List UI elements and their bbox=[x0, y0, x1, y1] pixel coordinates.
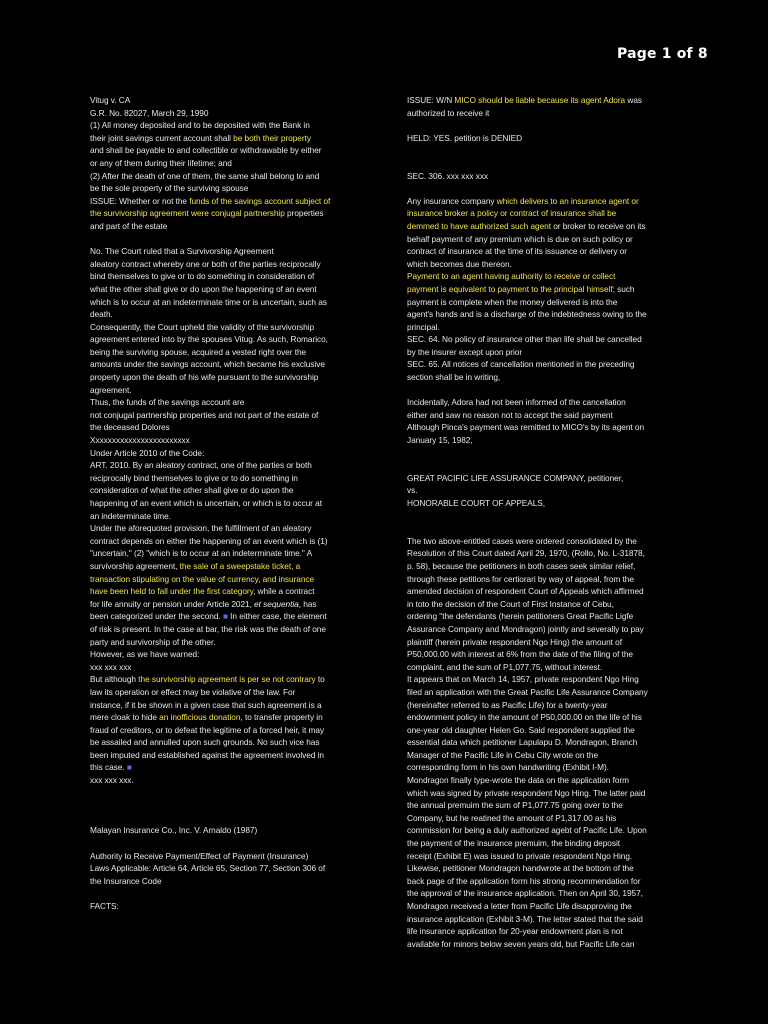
text-line bbox=[407, 170, 679, 183]
text-segment: reciprocally bind themselves to give or to do something in bbox=[90, 472, 298, 483]
blank-line bbox=[90, 233, 358, 246]
text-line bbox=[407, 761, 679, 774]
text-segment: being the surviving spouse, acquired a vested right over the bbox=[90, 346, 307, 357]
text-line bbox=[407, 724, 679, 737]
text-line bbox=[90, 144, 358, 157]
highlighted-text: an inofficious donation, bbox=[159, 712, 243, 723]
highlighted-text: transaction stipulating on the value of currency, and insurance bbox=[90, 573, 315, 584]
text-line bbox=[90, 358, 358, 371]
text-segment: properties bbox=[284, 208, 324, 219]
text-line bbox=[407, 258, 679, 271]
text-line bbox=[90, 94, 358, 107]
text-line bbox=[407, 875, 679, 888]
text-segment: ISSUE: W/N bbox=[407, 95, 455, 105]
text-segment: or broker to receive on its bbox=[550, 220, 646, 231]
text-line bbox=[90, 535, 358, 548]
text-line bbox=[90, 699, 358, 712]
highlighted-text: funds of the savings account subject of bbox=[189, 195, 331, 206]
text-segment: (2) After the death of one of them, the same shall belong to and bbox=[90, 170, 320, 181]
blank-line bbox=[90, 887, 358, 900]
text-line bbox=[90, 472, 358, 485]
text-segment: the approval of the insurance application. Then on April 30, 1957, bbox=[407, 888, 643, 899]
text-line bbox=[407, 270, 679, 283]
text-segment: Thus, the funds of the savings account are bbox=[90, 397, 245, 408]
text-line bbox=[90, 547, 358, 560]
text-segment: been categorized under the second. bbox=[90, 611, 223, 622]
text-segment: No. The Court ruled that a Survivorship Agreement bbox=[90, 246, 274, 257]
text-segment: Incidentally, Adora had not been informed of the cancellation bbox=[407, 397, 626, 408]
text-line bbox=[407, 623, 679, 636]
text-segment: party and survivorship of the other. bbox=[90, 636, 216, 647]
text-line bbox=[90, 824, 358, 837]
text-line bbox=[90, 736, 358, 749]
text-line bbox=[407, 736, 679, 749]
text-segment: complaint, and the sum of P1,077.75, without interest. bbox=[407, 661, 603, 672]
text-line bbox=[407, 573, 679, 586]
text-segment: Any insurance company bbox=[407, 195, 497, 206]
text-line bbox=[90, 207, 358, 220]
text-segment: corresponding form in his own handwriting (Exhibit I-M). bbox=[407, 762, 609, 773]
text-segment: Under the aforequoted provision, the fulfillment of an aleatory bbox=[90, 523, 312, 534]
footnote-marker: ■ bbox=[126, 762, 132, 773]
text-segment: Consequently, the Court upheld the validity of the survivorship bbox=[90, 321, 315, 332]
text-segment: the payment of the insurance premuim, the binding deposit bbox=[407, 838, 620, 849]
highlighted-text: which delivers to an insurance agent or bbox=[496, 195, 639, 206]
text-line bbox=[407, 900, 679, 913]
text-line bbox=[407, 132, 679, 145]
text-segment: HELD: YES. petition is DENIED bbox=[407, 132, 523, 143]
text-line bbox=[90, 170, 358, 183]
text-line bbox=[407, 283, 679, 296]
text-segment: survivorship agreement, bbox=[90, 560, 180, 571]
text-line bbox=[90, 484, 358, 497]
text-line bbox=[90, 623, 358, 636]
text-segment: the Insurance Code bbox=[90, 875, 162, 886]
blank-line bbox=[407, 157, 679, 170]
text-segment: , has bbox=[298, 598, 317, 609]
blank-line bbox=[407, 510, 679, 523]
footnote-marker: ■ bbox=[222, 611, 228, 622]
text-segment: HONORABLE COURT OF APPEALS, bbox=[407, 498, 546, 508]
text-segment: SEC. 64. No policy of insurance other than life shall be cancelled bbox=[407, 334, 642, 345]
highlighted-text: demmed to have authorized such agent bbox=[407, 220, 551, 231]
text-line bbox=[90, 321, 358, 334]
text-line bbox=[90, 636, 358, 649]
text-segment: SEC. 65. All notices of cancellation mentioned in the preceding bbox=[407, 359, 635, 370]
text-segment: p. 58), because the petitioners in both cases seek similar relief, bbox=[407, 560, 636, 571]
text-segment: insurance application (Exhibit 3-M). The letter stated that the said bbox=[407, 913, 643, 924]
highlighted-text: the survivorship agreement were conjugal partnership bbox=[90, 208, 285, 219]
left-text-column bbox=[90, 94, 358, 913]
text-segment: for life annuity or pension under Article 2021, bbox=[90, 598, 255, 609]
blank-line bbox=[407, 144, 679, 157]
text-segment: However, as we have warned: bbox=[90, 649, 200, 660]
text-segment: this case. bbox=[90, 762, 127, 773]
text-line bbox=[90, 850, 358, 863]
text-segment: Resolution of this Court dated April 29, 1970, (Rollo, No. L-31878, bbox=[407, 548, 645, 559]
text-segment: principal. bbox=[407, 321, 440, 332]
text-segment: ISSUE: Whether or not the bbox=[90, 195, 190, 206]
text-line bbox=[90, 900, 358, 913]
text-line bbox=[90, 585, 358, 598]
text-line bbox=[407, 850, 679, 863]
text-line bbox=[90, 107, 358, 120]
text-segment: the deceased Dolores bbox=[90, 422, 170, 433]
text-line bbox=[407, 749, 679, 762]
text-segment: to bbox=[315, 674, 325, 685]
text-segment: The two above-entitled cases were ordered consolidated by the bbox=[407, 535, 637, 546]
text-segment: section shall be in writing, bbox=[407, 372, 501, 383]
text-line bbox=[407, 296, 679, 309]
text-line bbox=[407, 560, 679, 573]
text-segment: amounts under the savings account, which became his exclusive bbox=[90, 359, 325, 370]
text-line bbox=[90, 447, 358, 460]
text-line bbox=[407, 824, 679, 837]
text-line bbox=[90, 119, 358, 132]
text-segment: Likewise, petitioner Mondragon handwrote at the bottom of the bbox=[407, 863, 634, 874]
text-line bbox=[407, 94, 679, 107]
text-segment: Malayan Insurance Co., Inc. V. Arnaldo (1987) bbox=[90, 825, 258, 836]
text-segment: back page of the application form his strong recommendation for bbox=[407, 875, 641, 886]
text-line bbox=[407, 233, 679, 246]
text-line bbox=[90, 296, 358, 309]
text-line bbox=[90, 195, 358, 208]
text-line bbox=[407, 484, 679, 497]
text-line bbox=[407, 610, 679, 623]
text-segment: or any of them during their lifetime; and bbox=[90, 157, 232, 168]
text-segment: plaintiff (herein private respondent Ngo Hing) the amount of bbox=[407, 636, 623, 647]
text-segment: receipt (Exhibit E) was issued to private respondent Ngo Hing. bbox=[407, 850, 633, 861]
text-segment: G.R. No. 82027, March 29, 1990 bbox=[90, 107, 209, 118]
text-segment: and shall be payable to and collectible or withdrawable by either bbox=[90, 145, 322, 156]
text-line bbox=[407, 396, 679, 409]
text-segment: death. bbox=[90, 309, 113, 320]
text-line bbox=[90, 749, 358, 762]
text-line bbox=[407, 107, 679, 120]
text-segment: which becomes due thereon. bbox=[407, 258, 512, 269]
text-segment: authorized to receive it bbox=[407, 107, 490, 118]
text-segment: aleatory contract whereby one or both of the parties reciprocally bbox=[90, 258, 321, 269]
text-segment: law its operation or effect may be violative of the law. For bbox=[90, 686, 296, 697]
text-segment: vs. bbox=[407, 485, 418, 496]
text-segment: SEC. 306. xxx xxx xxx bbox=[407, 170, 489, 181]
text-line bbox=[90, 610, 358, 623]
text-line bbox=[90, 661, 358, 674]
text-line bbox=[90, 220, 358, 233]
blank-line bbox=[407, 119, 679, 132]
text-segment: January 15, 1982, bbox=[407, 435, 473, 446]
highlighted-text: payment is equivalent to payment to the principal himself; bbox=[407, 283, 615, 294]
text-line bbox=[407, 862, 679, 875]
text-line bbox=[407, 938, 679, 951]
text-segment: which is to occur at an indeterminate time or is uncertain, such as bbox=[90, 296, 327, 307]
text-line bbox=[407, 245, 679, 258]
text-segment: filed an application with the Great Pacific Life Assurance Company bbox=[407, 686, 648, 697]
text-segment: which was signed by private respondent Ngo Hing. The latter paid bbox=[407, 787, 646, 798]
text-line bbox=[407, 774, 679, 787]
text-line bbox=[407, 333, 679, 346]
text-segment: happening of an event which is uncertain, or which is to occur at bbox=[90, 498, 322, 508]
text-line bbox=[407, 434, 679, 447]
text-line bbox=[407, 711, 679, 724]
text-segment: In either case, the element bbox=[227, 611, 327, 622]
text-segment: while a contract bbox=[255, 586, 315, 597]
text-segment: fraud of creditors, or to defeat the legitime of a forced heir, it may bbox=[90, 724, 325, 735]
text-segment: Manager of the Pacific Life in Cebu City wrote on the bbox=[407, 749, 599, 760]
text-segment: of risk is present. In the case at bar, the risk was the death of one bbox=[90, 623, 326, 634]
highlighted-text: MICO should be liable because its agent Adora bbox=[454, 95, 626, 105]
text-line bbox=[90, 258, 358, 271]
text-segment: endownment policy in the amount of P50,000.00 on the life of his bbox=[407, 712, 642, 723]
text-line bbox=[407, 308, 679, 321]
text-line bbox=[90, 875, 358, 888]
text-line bbox=[407, 699, 679, 712]
text-line bbox=[90, 510, 358, 523]
text-line bbox=[90, 761, 358, 774]
text-line bbox=[407, 547, 679, 560]
text-segment: what the other shall give or do upon the happening of an event bbox=[90, 283, 317, 294]
text-line bbox=[407, 535, 679, 548]
text-segment: through these petitions for certiorari by way of appeal, from the bbox=[407, 573, 634, 584]
text-segment: instance, if it be shown in a given case that such agreement is a bbox=[90, 699, 322, 710]
text-segment: Vitug v. CA bbox=[90, 95, 131, 105]
text-line bbox=[90, 346, 358, 359]
text-segment: and part of the estate bbox=[90, 220, 168, 231]
text-line bbox=[407, 421, 679, 434]
text-line bbox=[90, 434, 358, 447]
text-line bbox=[90, 283, 358, 296]
text-segment: Mondragon finally type-wrote the data on the application form bbox=[407, 775, 630, 786]
highlighted-text: Payment to an agent having authority to receive or collect bbox=[407, 271, 616, 282]
text-segment: was bbox=[625, 95, 642, 105]
text-segment: life insurance application for 20-year endowment plan is not bbox=[407, 926, 623, 937]
highlighted-text: be both their property bbox=[233, 132, 311, 143]
text-line bbox=[90, 132, 358, 145]
text-line bbox=[90, 396, 358, 409]
blank-line bbox=[407, 447, 679, 460]
text-segment: be assailed and annulled upon such grounds. No such vice has bbox=[90, 737, 320, 748]
blank-line bbox=[407, 459, 679, 472]
text-segment: contract depends on either the happening of an event which is (1) bbox=[90, 535, 328, 546]
blank-line bbox=[90, 812, 358, 825]
text-segment: not conjugal partnership properties and not part of the estate of bbox=[90, 409, 319, 420]
text-segment: to transfer property in bbox=[242, 712, 323, 723]
text-segment: available for minors below seven years old, but Pacific Life can bbox=[407, 938, 635, 949]
text-segment: agreement entered into by the spouses Vitug. As such, Romarico, bbox=[90, 334, 328, 345]
text-segment: either and saw no reason not to accept the said payment bbox=[407, 409, 613, 420]
text-segment: P50,000.00 with interest at 6% from the date of the filing of the bbox=[407, 649, 633, 660]
text-segment: (hereinafter referred to as Pacific Life) for a twenty-year bbox=[407, 699, 608, 710]
text-line bbox=[407, 837, 679, 850]
text-line bbox=[90, 333, 358, 346]
text-segment: one-year old daughter Helen Go. Said respondent supplied the bbox=[407, 724, 635, 735]
text-line bbox=[407, 195, 679, 208]
text-segment: property upon the death of his wife pursuant to the survivorship bbox=[90, 372, 319, 383]
text-line bbox=[407, 497, 679, 510]
right-text-column bbox=[407, 94, 679, 950]
highlighted-text: the sale of a sweepstake ticket, a bbox=[179, 560, 301, 571]
text-segment: by the insurer except upon prior bbox=[407, 346, 523, 357]
text-line bbox=[407, 925, 679, 938]
text-line bbox=[90, 648, 358, 661]
text-segment: et sequentia bbox=[254, 598, 299, 609]
text-line bbox=[407, 598, 679, 611]
text-line bbox=[90, 421, 358, 434]
text-segment: bind themselves to give or to do something in consideration of bbox=[90, 271, 315, 282]
text-line bbox=[90, 774, 358, 787]
text-line bbox=[407, 358, 679, 371]
text-line bbox=[90, 409, 358, 422]
text-line bbox=[90, 245, 358, 258]
highlighted-text: have been held to fall under the first category, bbox=[90, 586, 256, 597]
text-line bbox=[407, 887, 679, 900]
text-line bbox=[90, 711, 358, 724]
blank-line bbox=[90, 799, 358, 812]
text-segment: essential data which petitioner Lapulapu D. Mondragon, Branch bbox=[407, 737, 638, 748]
text-segment: Assurance Company and Mondragon) jointly and severally to pay bbox=[407, 623, 644, 634]
text-line bbox=[90, 371, 358, 384]
text-segment: Authority to Receive Payment/Effect of Payment (Insurance) bbox=[90, 850, 309, 861]
text-line bbox=[90, 560, 358, 573]
text-segment: in toto the decision of the Court of First Instance of Cebu, bbox=[407, 598, 614, 609]
text-segment: Under Article 2010 of the Code: bbox=[90, 447, 205, 458]
text-segment: agent's hands and is a discharge of the indebtedness owing to the bbox=[407, 309, 647, 320]
text-line bbox=[90, 522, 358, 535]
text-segment: mere cloak to hide bbox=[90, 712, 160, 723]
text-segment: Company, but he reatined the amount of P1,317.00 as his bbox=[407, 812, 617, 823]
text-segment: Although Pinca's payment was remitted to MICO's by its agent on bbox=[407, 422, 645, 433]
text-line bbox=[90, 673, 358, 686]
text-segment: consideration of what the other shall give or do upon the bbox=[90, 485, 294, 496]
text-line bbox=[90, 157, 358, 170]
text-segment: Laws Applicable: Article 64, Article 65, Section 77, Section 306 of bbox=[90, 863, 326, 874]
text-segment: amended decision of respondent Court of Appeals which affirmed bbox=[407, 586, 644, 597]
text-segment: xxx xxx xxx. bbox=[90, 775, 134, 786]
text-line bbox=[407, 673, 679, 686]
text-line bbox=[90, 308, 358, 321]
text-segment: (1) All money deposited and to be deposited with the Bank in bbox=[90, 120, 310, 131]
text-line bbox=[407, 585, 679, 598]
blank-line bbox=[90, 837, 358, 850]
blank-line bbox=[407, 384, 679, 397]
text-line bbox=[407, 812, 679, 825]
text-line bbox=[407, 799, 679, 812]
text-line bbox=[90, 384, 358, 397]
text-segment: Mondragon received a letter from Pacific Life disapproving the bbox=[407, 901, 632, 911]
text-segment: It appears that on March 14, 1957, private respondent Ngo Hing bbox=[407, 674, 639, 685]
text-line bbox=[407, 207, 679, 220]
text-segment: xxx xxx xxx bbox=[90, 661, 132, 672]
text-line bbox=[90, 497, 358, 510]
text-segment: commission for being a duly authorized agebt of Pacific Life. Upon bbox=[407, 825, 647, 836]
text-line bbox=[90, 459, 358, 472]
text-line bbox=[407, 346, 679, 359]
blank-line bbox=[90, 787, 358, 800]
text-segment: the annual premuim the sum of P1,077.75 going over to the bbox=[407, 800, 623, 811]
text-line bbox=[407, 409, 679, 422]
text-segment: such bbox=[614, 283, 635, 294]
text-segment: But although bbox=[90, 674, 139, 685]
text-segment: an indeterminate time. bbox=[90, 510, 171, 521]
text-segment: their joint savings current account shall bbox=[90, 132, 234, 143]
text-line bbox=[407, 648, 679, 661]
text-line bbox=[90, 573, 358, 586]
text-line bbox=[90, 862, 358, 875]
highlighted-text: the survivorship agreement is per se not contrary bbox=[138, 674, 316, 685]
text-line bbox=[90, 270, 358, 283]
text-line bbox=[407, 321, 679, 334]
text-line bbox=[407, 787, 679, 800]
text-segment: agreement. bbox=[90, 384, 132, 395]
text-line bbox=[407, 472, 679, 485]
text-line bbox=[90, 598, 358, 611]
text-segment: Xxxxxxxxxxxxxxxxxxxxxxxx bbox=[90, 435, 190, 446]
text-segment: "uncertain," (2) "which is to occur at an indeterminate time." A bbox=[90, 548, 313, 559]
text-segment: contract of insurance at the time of its issuance or delivery or bbox=[407, 246, 627, 257]
text-line bbox=[90, 724, 358, 737]
text-line bbox=[407, 913, 679, 926]
text-line bbox=[407, 636, 679, 649]
text-segment: FACTS: bbox=[90, 901, 119, 911]
text-segment: payment is complete when the money delivered is into the bbox=[407, 296, 618, 307]
text-segment: behalf payment of any premium which is due on such policy or bbox=[407, 233, 633, 244]
text-line bbox=[407, 661, 679, 674]
text-segment: GREAT PACIFIC LIFE ASSURANCE COMPANY, petitioner, bbox=[407, 472, 624, 483]
text-line bbox=[407, 220, 679, 233]
blank-line bbox=[407, 182, 679, 195]
page-indicator: Page 1 of 8 bbox=[617, 46, 708, 62]
text-segment: ART. 2010. By an aleatory contract, one of the parties or both bbox=[90, 460, 312, 471]
text-segment: ordering "the defendants (herein petitioners Great Pacific Ligfe bbox=[407, 611, 634, 622]
text-line bbox=[90, 686, 358, 699]
text-segment: been imputed and established against the agreement involved in bbox=[90, 749, 324, 760]
text-line bbox=[407, 686, 679, 699]
text-segment: be the sole property of the surviving spouse bbox=[90, 183, 249, 194]
text-line bbox=[407, 371, 679, 384]
highlighted-text: insurance broker a policy or contract of insurance shall be bbox=[407, 208, 617, 219]
text-line bbox=[90, 182, 358, 195]
blank-line bbox=[407, 522, 679, 535]
